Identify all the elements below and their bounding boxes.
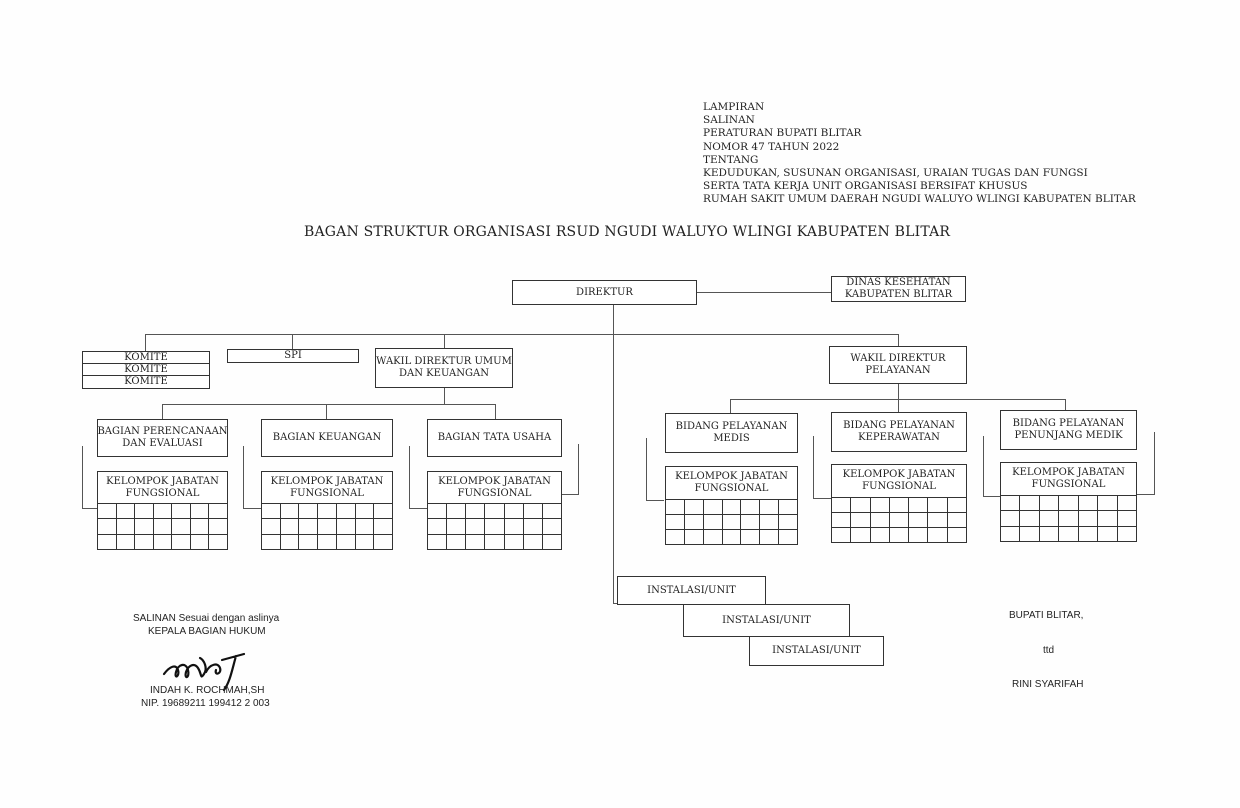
signer-nip: NIP. 19689211 199412 2 003	[141, 698, 270, 709]
box-label: FUNGSIONAL	[1031, 479, 1106, 490]
box-label: BIDANG PELAYANAN	[1012, 418, 1125, 429]
box-label: INSTALASI/UNIT	[647, 584, 736, 596]
connector-line	[813, 498, 831, 499]
box-label: DIREKTUR	[576, 286, 633, 298]
box-label: MEDIS	[713, 433, 750, 444]
spi-box	[227, 349, 359, 363]
connector-line	[613, 305, 614, 603]
salinan-line: SALINAN Sesuai dengan aslinya	[133, 613, 280, 624]
komite-box	[82, 375, 210, 389]
connector-line	[82, 508, 98, 509]
box-label: KOMITE	[124, 376, 168, 387]
connector-line	[243, 508, 261, 509]
box-label: BAGIAN KEUANGAN	[272, 432, 382, 443]
ttd-label: ttd	[1043, 645, 1055, 656]
connector-line	[898, 384, 899, 399]
box-label: BAGIAN TATA USAHA	[437, 432, 552, 443]
box-label: DINAS KESEHATAN	[846, 277, 951, 288]
connector-line	[162, 404, 163, 419]
box-label: FUNGSIONAL	[694, 483, 769, 494]
connector-line	[444, 334, 445, 348]
box-label: WAKIL DIREKTUR UMUM	[376, 356, 512, 367]
connector-line	[983, 496, 1000, 497]
header-line: NOMOR 47 TAHUN 2022	[703, 140, 840, 153]
connector-line	[898, 399, 899, 412]
kelompok-jabatan-box	[97, 471, 228, 504]
box-label: KELOMPOK JABATAN	[106, 475, 219, 487]
box-label: PELAYANAN	[865, 365, 931, 376]
instalasi-unit-box	[617, 576, 766, 605]
box-label: DAN EVALUASI	[122, 438, 203, 449]
bagian-keuangan-box	[261, 419, 393, 457]
connector-line	[243, 446, 244, 508]
box-label: INSTALASI/UNIT	[722, 614, 811, 626]
document-header	[703, 101, 1136, 207]
fungsional-grid	[427, 503, 562, 550]
box-label: KABUPATEN BLITAR	[844, 289, 953, 300]
fungsional-grid	[665, 499, 798, 545]
box-label: KELOMPOK JABATAN	[675, 471, 788, 482]
connector-line	[646, 438, 647, 500]
connector-line	[562, 494, 579, 495]
connector-line	[697, 292, 831, 293]
connector-line	[898, 334, 899, 346]
instalasi-unit-box	[749, 636, 884, 666]
dinas-kesehatan-box	[831, 276, 966, 302]
connector-line	[145, 334, 898, 335]
box-label: SPI	[284, 350, 302, 361]
wakil-direktur-pelayanan-box	[829, 346, 967, 384]
box-label: KELOMPOK JABATAN	[270, 475, 384, 487]
box-label: KELOMPOK JABATAN	[1012, 467, 1125, 478]
bidang-pelayanan-keperawatan-box	[831, 412, 967, 452]
box-label: FUNGSIONAL	[862, 481, 936, 492]
bagian-perencanaan-box	[97, 419, 228, 457]
direktur-box	[512, 280, 697, 305]
connector-line	[326, 404, 327, 419]
salinan-line: KEPALA BAGIAN HUKUM	[148, 626, 266, 637]
box-label: KOMITE	[124, 351, 168, 363]
connector-line	[578, 444, 579, 494]
connector-line	[162, 404, 496, 405]
bidang-pelayanan-medis-box	[665, 413, 798, 453]
fungsional-grid	[261, 503, 393, 550]
connector-line	[444, 388, 445, 404]
box-label: BIDANG PELAYANAN	[675, 421, 788, 432]
connector-line	[1065, 399, 1066, 410]
kelompok-jabatan-box	[1000, 462, 1137, 496]
connector-line	[495, 404, 496, 419]
bupati-title: BUPATI BLITAR,	[1009, 610, 1084, 621]
connector-line	[409, 446, 410, 508]
box-label: FUNGSIONAL	[125, 487, 200, 499]
header-line: PERATURAN BUPATI BLITAR	[703, 127, 862, 140]
connector-line	[983, 436, 984, 496]
signer-name: INDAH K. ROCHMAH,SH	[150, 685, 265, 696]
wakil-direktur-umum-box	[375, 348, 513, 388]
kelompok-jabatan-box	[261, 471, 393, 504]
chart-title: BAGAN STRUKTUR ORGANISASI RSUD NGUDI WALUYO WLINGI KABUPATEN BLITAR	[304, 224, 951, 240]
header-line: SALINAN	[703, 114, 755, 127]
connector-line	[1137, 494, 1155, 495]
kelompok-jabatan-box	[427, 471, 562, 504]
bidang-pelayanan-penunjang-box	[1000, 410, 1137, 450]
connector-line	[646, 500, 664, 501]
connector-line	[1154, 432, 1155, 495]
header-line: KEDUDUKAN, SUSUNAN ORGANISASI, URAIAN TUGAS DAN FUNGSI	[703, 166, 1088, 179]
box-label: KELOMPOK JABATAN	[438, 475, 551, 487]
kelompok-jabatan-box	[831, 464, 967, 498]
kelompok-jabatan-box	[665, 466, 798, 500]
instalasi-unit-box	[683, 604, 850, 637]
connector-line	[730, 399, 731, 413]
header-line: SERTA TATA KERJA UNIT ORGANISASI BERSIFAT KHUSUS	[703, 180, 1028, 193]
fungsional-grid	[1000, 495, 1137, 542]
header-line: RUMAH SAKIT UMUM DAERAH NGUDI WALUYO WLINGI KABUPATEN BLITAR	[703, 193, 1136, 206]
connector-line	[813, 436, 814, 498]
connector-line	[82, 446, 83, 508]
box-label: BIDANG PELAYANAN	[843, 420, 955, 431]
connector-line	[409, 508, 427, 509]
box-label: PENUNJANG MEDIK	[1014, 430, 1123, 441]
box-label: KEPERAWATAN	[858, 432, 940, 443]
header-line: TENTANG	[703, 153, 759, 166]
box-label: KELOMPOK JABATAN	[842, 469, 956, 480]
box-label: DAN KEUANGAN	[399, 368, 489, 379]
fungsional-grid	[831, 497, 967, 543]
box-label: INSTALASI/UNIT	[772, 645, 861, 656]
box-label: BAGIAN PERENCANAAN	[97, 426, 228, 437]
box-label: WAKIL DIREKTUR	[850, 353, 946, 364]
box-label: FUNGSIONAL	[290, 487, 364, 499]
bagian-tata-usaha-box	[427, 419, 562, 457]
header-line: LAMPIRAN	[703, 101, 765, 113]
fungsional-grid	[97, 503, 228, 550]
connector-line	[292, 334, 293, 349]
bupati-name: RINI SYARIFAH	[1012, 679, 1084, 690]
box-label: KOMITE	[124, 363, 168, 375]
connector-line	[145, 334, 146, 351]
box-label: FUNGSIONAL	[457, 487, 532, 499]
